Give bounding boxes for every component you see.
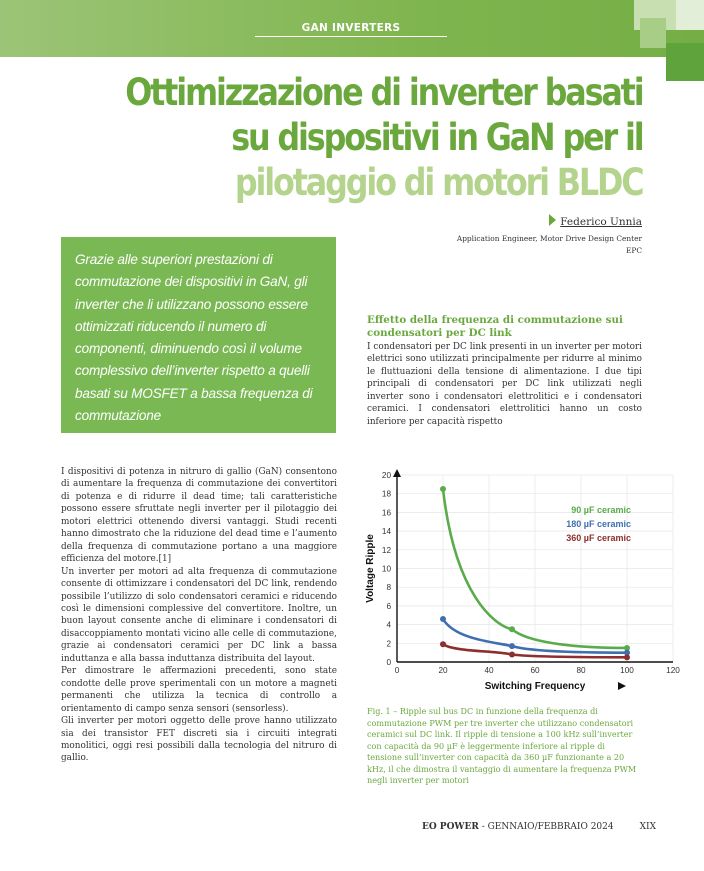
figure-caption: Fig. 1 – Ripple sul bus DC in funzione della frequenza di commutazione PWM per tre inverter che utilizzano condensatori ceramici sul DC link. Il ripple di tensione a 100 kHz sull’inverter con capacità da 90 µF è leggermente inferiore al ripple di tensione sull’inverter con capacità da 360 µF funzionante a 20 kHz, il che dimostra il vantaggio di aumentare la frequenza PWM negli inverter per motori (367, 706, 637, 785)
legend-entry: 360 µF ceramic (566, 533, 631, 543)
author-role: Application Engineer, Motor Drive Design Center (456, 234, 642, 243)
left-paragraph-2: Un inverter per motori ad alta frequenza di commutazione consente di ottimizzare i condensatori del DC link, rendendo possibile l’utilizzo di solo condensatori ceramici e riducendo così le dimensioni complessive del convertitore. Inoltre, un buon layout consente anche di eliminare i condensatori di disaccoppiamento montati vicino alle celle di commutazione, grazie ai condensatori ceramici per DC link a bassa induttanza e alla bassa induttanza distribuita del layout. (61, 566, 337, 664)
left-paragraph-4: Gli inverter per motori oggetto delle prove hanno utilizzato sia dei transistor FET discreti sia i circuiti integrati monolitici, oggi resi possibili dalla tecnologia del nitruro di gallio. (61, 716, 337, 764)
y-axis-label: Voltage Ripple (365, 534, 376, 603)
y-axis-arrow (393, 469, 401, 477)
data-point (509, 652, 515, 658)
left-paragraph-3: Per dimostrare le affermazioni precedenti, sono state condotte delle prove sperimentali con un motore a magneti permanenti che utilizza la tecnica di controllo a orientamento di campo senza sensori (sensorless). (61, 666, 337, 714)
page-footer (422, 822, 656, 832)
y-tick-label: 12 (381, 545, 391, 555)
arrow-right-icon (549, 214, 556, 226)
data-point (440, 616, 446, 622)
section-heading: Effetto della frequenza di commutazione sui condensatori per DC link (367, 314, 623, 339)
y-tick-label: 18 (381, 489, 391, 499)
title-line-1: Ottimizzazione di inverter basati (124, 71, 642, 114)
left-column (61, 466, 337, 765)
data-point (509, 626, 515, 632)
y-tick-label: 10 (381, 564, 391, 574)
footer-magazine: EO POWER (421, 822, 479, 832)
legend-entry: 180 µF ceramic (566, 519, 631, 529)
data-point (509, 643, 515, 649)
abstract-box (61, 237, 336, 433)
title-line-3: pilotaggio di motori BLDC (234, 161, 642, 204)
y-tick-label: 6 (386, 601, 391, 611)
y-tick-label: 16 (381, 508, 391, 518)
right-paragraph: I condensatori per DC link presenti in un inverter per motori elettrici sono utilizzati principalmente per ridurre al minimo le fluttuazioni della tensione di alimentazione. I due tipi principali di condensatori per DC link utilizzati negli inverter sono i condensatori elettrolitici e i condensatori ceramici. I condensatori elettrolitici hanno un costo inferiore per capacità rispetto (367, 342, 642, 427)
title-line-2: su dispositivi in GaN per il (230, 116, 642, 159)
x-tick-label: 40 (484, 666, 494, 675)
author-name: Federico Unnia (560, 216, 642, 228)
section-tag-underline (255, 36, 447, 37)
x-tick-label: 0 (394, 666, 400, 675)
decor-square (676, 0, 704, 30)
decor-square (640, 18, 666, 48)
y-tick-label: 2 (386, 639, 391, 649)
x-tick-label: 100 (620, 666, 634, 675)
data-point (440, 641, 446, 647)
author-company: EPC (625, 246, 642, 255)
x-tick-label: 120 (666, 666, 680, 675)
author-byline (549, 214, 642, 228)
data-point (624, 654, 630, 660)
decor-square (666, 43, 704, 81)
x-tick-label: 60 (530, 666, 540, 675)
page-number: XIX (639, 822, 656, 832)
author-affiliation (457, 233, 642, 257)
x-axis-label: Switching Frequency (484, 681, 586, 692)
x-axis-label-arrow-icon (618, 682, 626, 690)
y-tick-label: 4 (386, 620, 391, 630)
article-title (125, 70, 642, 205)
y-tick-label: 8 (386, 583, 391, 593)
footer-issue: - GENNAIO/FEBBRAIO 2024 (478, 822, 614, 832)
y-tick-label: 20 (381, 471, 391, 480)
data-point (440, 486, 446, 492)
y-tick-label: 0 (386, 658, 391, 667)
y-tick-label: 14 (381, 527, 391, 537)
x-tick-label: 20 (438, 666, 448, 675)
section-tag: GAN INVERTERS (301, 22, 401, 34)
right-column (367, 314, 642, 428)
legend-entry: 90 µF ceramic (571, 505, 631, 515)
ripple-chart (360, 465, 684, 697)
left-paragraph-1: I dispositivi di potenza in nitruro di gallio (GaN) consentono di aumentare la frequenza di commutazione dei convertitori di potenza e di ridurre il dead time; tali caratteristiche possono essere sfruttate negli inverter per il pilotaggio dei motori elettrici ottenendo diversi vantaggi. Studi recenti hanno dimostrato che la riduzione del dead time e l’aumento della frequenza di commutazione portano a una maggiore efficienza del motore.[1] (61, 467, 337, 565)
x-tick-label: 80 (576, 666, 586, 675)
abstract-text: Grazie alle superiori prestazioni di commutazione dei dispositivi in GaN, gli inverter che li utilizzano possono essere ottimizzati riducendo il numero di componenti, diminuendo così il volume complessivo dell’inverter rispetto a quelli basati su MOSFET a bassa frequenza di commutazione (75, 252, 313, 424)
